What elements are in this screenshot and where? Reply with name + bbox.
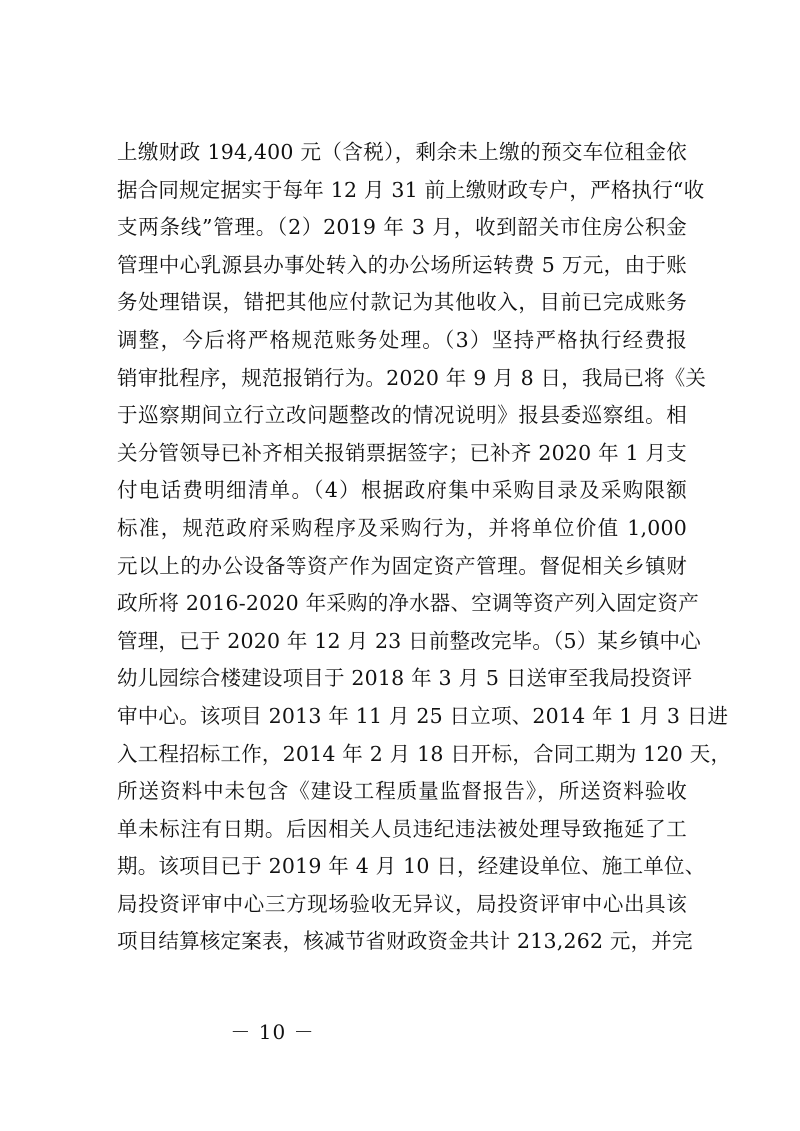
text-line: 上缴财政 194,400 元（含税），剩余未上缴的预交车位租金依 — [117, 140, 687, 164]
text-line: 付电话费明细清单。（4）根据政府集中采购目录及采购限额 — [117, 478, 687, 503]
body-text — [117, 134, 732, 961]
text-line: 调整，今后将严格规范账务处理。（3）坚持严格执行经费报 — [117, 327, 687, 352]
text-line: 据合同规定据实于每年 12 月 31 前上缴财政专户，严格执行“收 — [117, 177, 705, 202]
text-line: 元以上的办公设备等资产作为固定资产管理。督促相关乡镇财 — [117, 553, 687, 578]
text-line: 所送资料中未包含《建设工程质量监督报告》，所送资料验收 — [117, 779, 687, 804]
text-line: 于巡察期间立行立改问题整改的情况说明》报县委巡察组。相 — [117, 403, 687, 428]
text-line: 支两条线”管理。（2）2019 年 3 月，收到韶关市住房公积金 — [117, 215, 687, 240]
page-number — [0, 1017, 800, 1047]
text-line: 关分管领导已补齐相关报销票据签字；已补齐 2020 年 1 月支 — [117, 440, 687, 465]
page-number-label: － 10 － — [230, 1020, 315, 1044]
text-line: 审中心。该项目 2013 年 11 月 25 日立项、2014 年 1 月 3 日进 — [117, 703, 729, 728]
text-line: 入工程招标工作，2014 年 2 月 18 日开标，合同工期为 120 天， — [117, 741, 732, 766]
text-line: 幼儿园综合楼建设项目于 2018 年 3 月 5 日送审至我局投资评 — [117, 666, 693, 691]
text-line: 期。该项目已于 2019 年 4 月 10 日，经建设单位、施工单位、 — [117, 854, 706, 879]
text-line: 局投资评审中心三方现场验收无异议，局投资评审中心出具该 — [117, 891, 687, 916]
text-line: 单未标注有日期。后因相关人员违纪违法被处理导致拖延了工 — [117, 816, 687, 841]
text-line: 政所将 2016-2020 年采购的净水器、空调等资产列入固定资产 — [117, 591, 699, 616]
text-line: 销审批程序，规范报销行为。2020 年 9 月 8 日，我局已将《关 — [117, 365, 707, 390]
text-line: 务处理错误，错把其他应付款记为其他收入，目前已完成账务 — [117, 290, 687, 315]
text-line: 项目结算核定案表，核减节省财政资金共计 213,262 元，并完 — [117, 929, 693, 954]
text-line: 管理中心乳源县办事处转入的办公场所运转费 5 万元，由于账 — [117, 252, 687, 277]
text-line: 标准，规范政府采购程序及采购行为，并将单位价值 1,000 — [117, 515, 687, 540]
text-line: 管理，已于 2020 年 12 月 23 日前整改完毕。（5）某乡镇中心 — [117, 628, 701, 653]
